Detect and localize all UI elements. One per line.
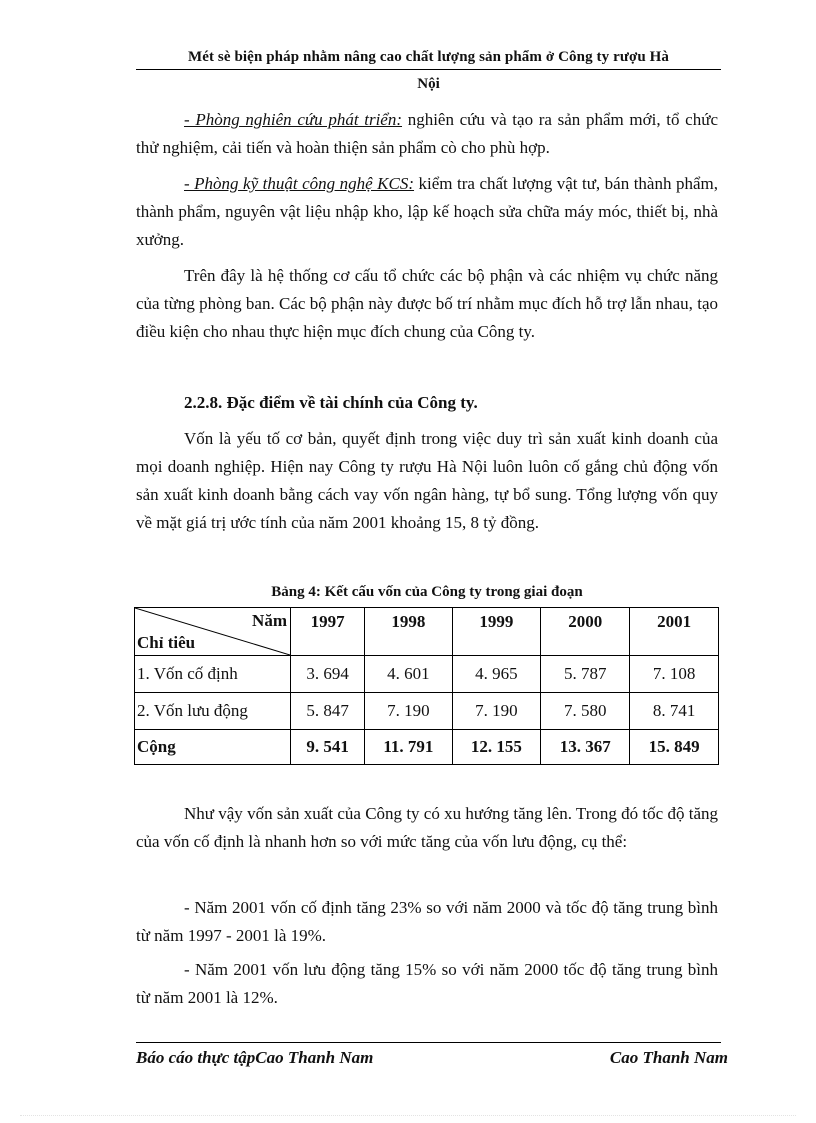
table-cell: 7. 190: [365, 693, 452, 730]
table-row: [135, 693, 719, 730]
table-cell: 11. 791: [365, 730, 452, 765]
header-rule: [136, 69, 721, 70]
row-label: 2. Vốn lưu động: [135, 693, 291, 730]
footer-rule: [136, 1042, 721, 1043]
year-header: 2000: [541, 608, 630, 656]
kcs-dept-label: - Phòng kỹ thuật công nghệ KCS:: [184, 174, 415, 193]
corner-year-label: Năm: [252, 611, 287, 630]
paragraph-working-capital: - Năm 2001 vốn lưu động tăng 15% so với năm 2000 tốc độ tăng trung bình từ năm 2001 là 12%.: [136, 960, 718, 1007]
research-dept-label: - Phòng nghiên cứu phát triển:: [184, 110, 403, 129]
paragraph-summary: Trên đây là hệ thống cơ cấu tổ chức các bộ phận và các nhiệm vụ chức năng của từng phòng ban. Các bộ phận này được bố trí nhằm mục đích hỗ trợ lẫn nhau, tạo điều kiện cho nhau thực hiện mục đích chung của Công ty.: [136, 266, 718, 341]
table-header-row: [135, 608, 719, 656]
footer-author: Cao Thanh Nam: [609, 1048, 728, 1067]
table-cell: 15. 849: [630, 730, 719, 765]
table-cell: 5. 787: [541, 656, 630, 693]
capital-structure-table: [134, 607, 719, 765]
table-cell: 12. 155: [452, 730, 541, 765]
paragraph-capital: Vốn là yếu tố cơ bản, quyết định trong việc duy trì sản xuất kinh doanh của mọi doanh nghiệp. Hiện nay Công ty rượu Hà Nội luôn luôn cố gắng chủ động vốn sản xuất kinh doanh bằng cách vay vốn ngân hàng, tự bổ sung. Tổng lượng vốn quy về mặt giá trị ước tính của năm 2001 khoảng 15, 8 tỷ đồng.: [136, 429, 718, 532]
section-heading: 2.2.8. Đặc điểm về tài chính của Công ty.: [184, 393, 478, 412]
table-cell: 4. 601: [365, 656, 452, 693]
year-header: 1997: [291, 608, 365, 656]
table-cell: 7. 580: [541, 693, 630, 730]
paragraph-trend: Như vậy vốn sản xuất của Công ty có xu hướng tăng lên. Trong đó tốc độ tăng của vốn cố định là nhanh hơn so với mức tăng của vốn lưu động, cụ thể:: [136, 804, 718, 851]
table-cell: 13. 367: [541, 730, 630, 765]
page-bottom-border: [20, 1115, 796, 1116]
table-total-row: [135, 730, 719, 765]
table-cell: 9. 541: [291, 730, 365, 765]
row-label: Cộng: [135, 730, 291, 765]
running-header-line-1: Mét sè biện pháp nhằm nâng cao chất lượng sản phẩm ở Công ty rượu Hà: [187, 49, 670, 65]
running-header-line-2: Nội: [417, 76, 440, 92]
table-cell: 4. 965: [452, 656, 541, 693]
table-cell: 7. 190: [452, 693, 541, 730]
table-cell: 5. 847: [291, 693, 365, 730]
table-caption: Bảng 4: Kết cấu vốn của Công ty trong giai đoạn: [271, 584, 583, 600]
corner-indicator-label: Chỉ tiêu: [137, 633, 196, 652]
table-row: [135, 656, 719, 693]
research-dept-text: nghiên cứu và tạo ra sản phẩm mới, tổ chức thử nghiệm, cải tiến và hoàn thiện sản phẩm cò cho phù hợp.: [136, 110, 718, 157]
table-cell: 8. 741: [630, 693, 719, 730]
table-cell: 3. 694: [291, 656, 365, 693]
table-cell: 7. 108: [630, 656, 719, 693]
row-label: 1. Vốn cố định: [135, 656, 291, 693]
year-header: 1998: [365, 608, 452, 656]
year-header: 1999: [452, 608, 541, 656]
paragraph-kcs-dept: [136, 170, 718, 254]
table-corner-cell: [135, 608, 291, 656]
footer-report-label: Báo cáo thực tậpCao Thanh Nam: [136, 1048, 374, 1067]
year-header: 2001: [630, 608, 719, 656]
paragraph-fixed-capital: - Năm 2001 vốn cố định tăng 23% so với năm 2000 và tốc độ tăng trung bình từ năm 1997 - 2001 là 19%.: [136, 898, 718, 945]
kcs-dept-text: kiểm tra chất lượng vật tư, bán thành phẩm, thành phẩm, nguyên vật liệu nhập kho, lập kế hoạch sửa chữa máy móc, thiết bị, nhà xưởng.: [136, 174, 719, 249]
paragraph-research-dept: [136, 106, 718, 162]
